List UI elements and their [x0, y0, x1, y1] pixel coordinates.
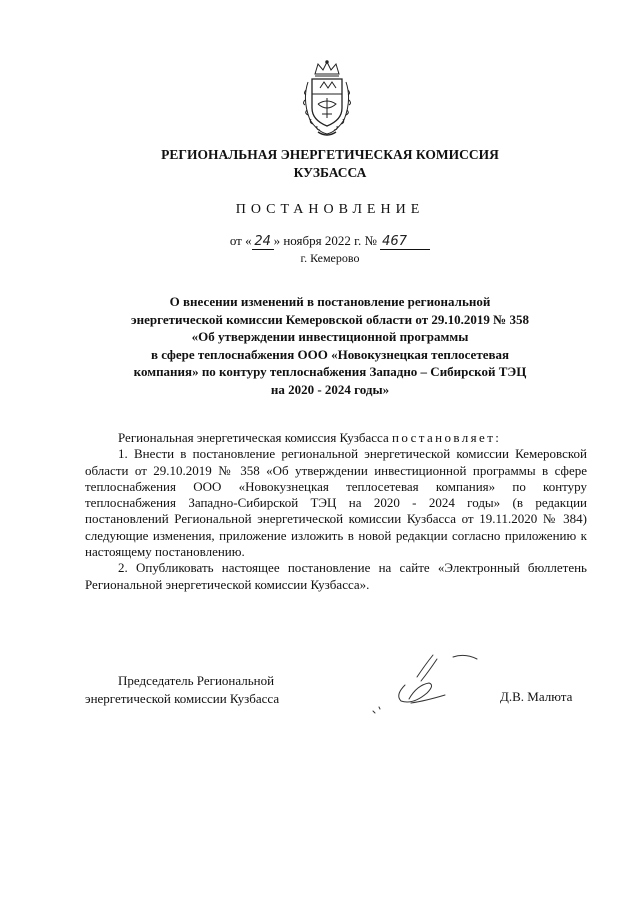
document-title	[80, 293, 580, 398]
title-line: в сфере теплоснабжения ООО «Новокузнецкая теплосетевая	[150, 346, 510, 362]
document-type: ПОСТАНОВЛЕНИЕ	[235, 202, 425, 217]
handwritten-signature-icon	[365, 645, 505, 725]
item-1: 1. Внести в постановление региональной энергетической комиссии Кемеровской области от 29.10.2019 № 358 «Об утверждении инвестиционной программы в сфере теплоснабжения ООО «Новокузнецкая теплосетевая компания» по контуру теплоснабжения Западно-Сибирской ТЭЦ на 2020 - 2024 годы» (в редакции постановлений Региональной энергетической комиссии Кузбасса от 19.11.2020 № 384) следующие изменения, приложение изложить в новой редакции согласно приложению к настоящему постановлению.	[85, 446, 587, 560]
organization-name-line2: КУЗБАССА	[293, 165, 367, 180]
organization-name	[120, 146, 540, 182]
title-line: на 2020 - 2024 годы»	[270, 381, 390, 397]
title-line: энергетической комиссии Кемеровской области от 29.10.2019 № 358	[131, 311, 529, 327]
date-prefix: от «	[229, 233, 252, 248]
document-body	[85, 430, 587, 593]
organization-name-line1: РЕГИОНАЛЬНАЯ ЭНЕРГЕТИЧЕСКАЯ КОМИССИЯ	[161, 147, 499, 162]
intro-text: Региональная энергетическая комиссия Кузбасса	[118, 430, 392, 445]
signatory-position	[85, 672, 279, 707]
document-number-handwritten: 467	[380, 235, 430, 250]
city: г. Кемерово	[300, 251, 360, 265]
coat-of-arms-icon	[298, 60, 356, 138]
signatory-name: Д.В. Малюта	[500, 689, 573, 704]
intro-paragraph	[85, 430, 587, 446]
title-line: О внесении изменений в постановление региональной	[169, 294, 491, 309]
date-line	[120, 233, 540, 250]
date-month-year: » ноября 2022 г. №	[273, 233, 377, 248]
title-line: «Об утверждении инвестиционной программы	[191, 329, 469, 344]
position-line1: Председатель Региональной	[118, 673, 275, 688]
position-line2: энергетической комиссии Кузбасса	[85, 690, 280, 706]
item-2: 2. Опубликовать настоящее постановление на сайте «Электронный бюллетень Региональной энергетической комиссии Кузбасса».	[85, 560, 587, 592]
intro-resolves: постановляет:	[391, 430, 502, 445]
date-day-handwritten: 24	[252, 235, 274, 250]
title-line: компания» по контуру теплоснабжения Западно – Сибирской ТЭЦ	[133, 364, 527, 379]
